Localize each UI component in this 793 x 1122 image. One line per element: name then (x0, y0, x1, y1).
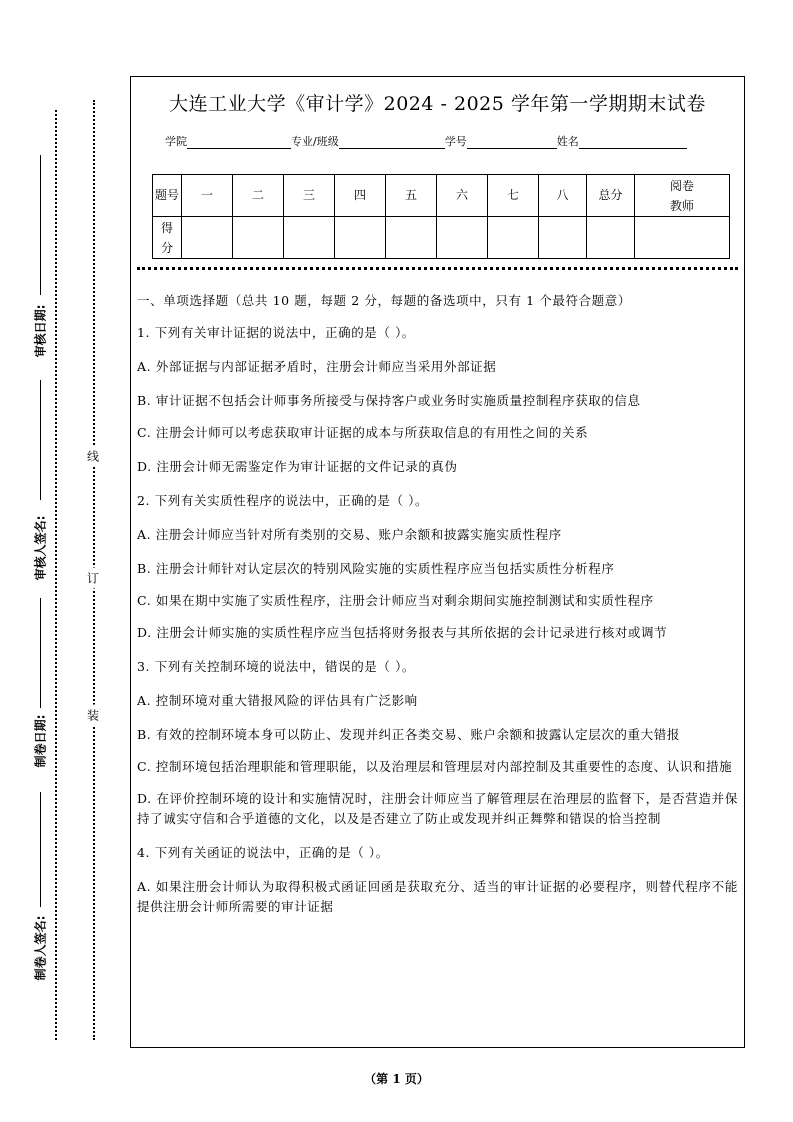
field-college-label: 学院 (165, 135, 187, 148)
q1-option-c: C. 注册会计师可以考虑获取审计证据的成本与所获取信息的有用性之间的关系 (137, 425, 589, 440)
score-cell[interactable] (182, 217, 233, 259)
reviewer-signature-line (40, 380, 41, 500)
score-cell[interactable] (386, 217, 437, 259)
col-4: 四 (335, 175, 386, 217)
field-id-blank[interactable] (467, 136, 557, 149)
question-section (137, 291, 738, 917)
field-name-blank[interactable] (579, 136, 687, 149)
field-major-label: 专业/班级 (291, 135, 339, 148)
q3-option-b: B. 有效的控制环境本身可以防止、发现并纠正各类交易、账户余额和披露认定层次的重大错报 (137, 727, 680, 742)
q4-option-a: A. 如果注册会计师认为取得积极式函证回函是获取充分、适当的审计证据的必要程序，则替代程序不能提供注册会计师所需要的审计证据 (137, 879, 738, 914)
col-5: 五 (386, 175, 437, 217)
score-cell[interactable] (437, 217, 488, 259)
binding-dotted-line-outer (55, 110, 57, 1040)
col-grader: 阅卷教师 (635, 175, 730, 217)
q2-option-a: A. 注册会计师应当针对所有类别的交易、账户余额和披露实施实质性程序 (137, 527, 562, 542)
q3-option-c: C. 控制环境包括治理职能和管理职能，以及治理层和管理层对内部控制及其重要性的态度、认识和措施 (137, 759, 733, 774)
question-2: 2. 下列有关实质性程序的说法中，正确的是（ ）。 (137, 493, 429, 508)
binding-mark-line: 线 (87, 446, 99, 467)
score-cell[interactable] (635, 217, 730, 259)
q2-option-d: D. 注册会计师实施的实质性程序应当包括将财务报表与其所依据的会计记录进行核对或调节 (137, 625, 668, 640)
exam-title: 大连工业大学《审计学》2024 - 2025 学年第一学期期末试卷 (169, 93, 706, 115)
col-6: 六 (437, 175, 488, 217)
score-cell[interactable] (335, 217, 386, 259)
q1-option-d: D. 注册会计师无需鉴定作为审计证据的文件记录的真伪 (137, 459, 458, 474)
field-major-blank[interactable] (339, 136, 445, 149)
section-heading: 一、单项选择题（总共 10 题，每题 2 分，每题的备选项中，只有 1 个最符合题意） (137, 293, 631, 308)
col-1: 一 (182, 175, 233, 217)
score-cell[interactable] (539, 217, 587, 259)
score-cell[interactable] (284, 217, 335, 259)
score-cell[interactable] (488, 217, 539, 259)
score-cell[interactable] (233, 217, 284, 259)
q1-option-b: B. 审计证据不包括会计师事务所接受与保持客户或业务时实施质量控制程序获取的信息 (137, 393, 641, 408)
col-3: 三 (284, 175, 335, 217)
q2-option-b: B. 注册会计师针对认定层次的特别风险实施的实质性程序应当包括实质性分析程序 (137, 561, 615, 576)
page-number: （第 1 页） (364, 1072, 429, 1086)
row-label-question: 题号 (153, 175, 182, 217)
question-4: 4. 下列有关函证的说法中，正确的是（ ）。 (137, 845, 389, 860)
question-3: 3. 下列有关控制环境的说法中，错误的是（ ）。 (137, 659, 416, 674)
q3-option-a: A. 控制环境对重大错报风险的评估具有广泛影响 (137, 693, 418, 708)
compile-date-line (40, 598, 41, 708)
question-1: 1. 下列有关审计证据的说法中，正确的是（ ）。 (137, 325, 416, 340)
section-separator (137, 267, 738, 270)
field-college-blank[interactable] (187, 136, 291, 149)
q1-option-a: A. 外部证据与内部证据矛盾时，注册会计师应当采用外部证据 (137, 359, 497, 374)
binding-mark-bind: 装 (87, 705, 99, 726)
field-id-label: 学号 (444, 135, 467, 148)
review-date-line (40, 155, 41, 295)
score-cell[interactable] (587, 217, 635, 259)
row-label-score: 得分 (153, 217, 182, 259)
q3-option-d: D. 在评价控制环境的设计和实施情况时，注册会计师应当了解管理层在治理层的监督下，是否营造并保持了诚实守信和合乎道德的文化，以及是否建立了防止或发现并纠正舞弊和错误的恰当控制 (137, 791, 738, 826)
field-name-label: 姓名 (556, 135, 579, 148)
exam-paper (130, 76, 745, 1048)
binding-mark-order: 订 (87, 568, 99, 589)
col-2: 二 (233, 175, 284, 217)
student-info-row (165, 133, 714, 149)
q2-option-c: C. 如果在期中实施了实质性程序，注册会计师应当对剩余期间实施控制测试和实质性程序 (137, 593, 654, 608)
col-7: 七 (488, 175, 539, 217)
col-8: 八 (539, 175, 587, 217)
compiler-signature-line (40, 792, 41, 907)
col-total: 总分 (587, 175, 635, 217)
score-table (152, 174, 730, 259)
